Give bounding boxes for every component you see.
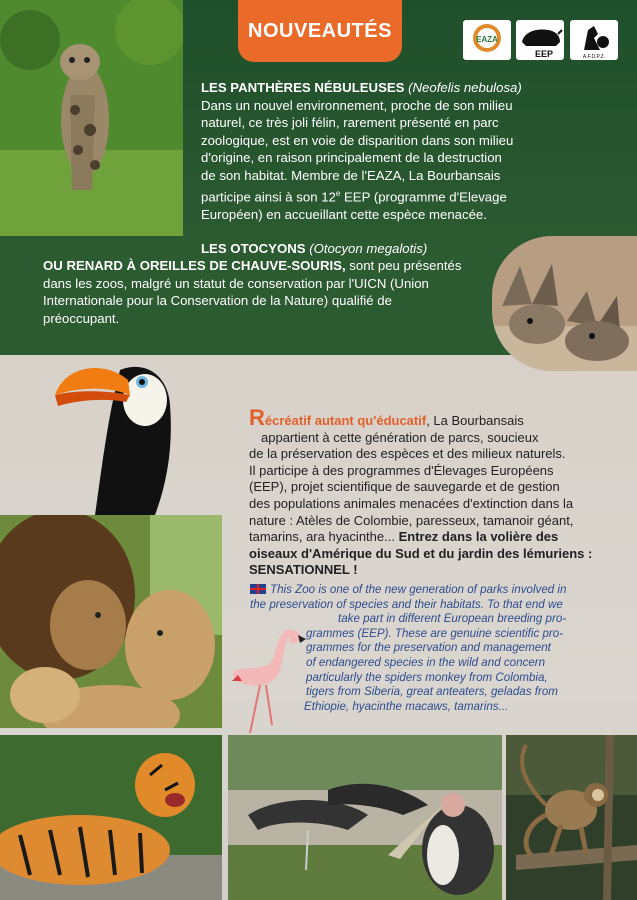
- english-line: take part in different European breeding pro-: [338, 612, 567, 626]
- recreatif-section: [249, 405, 634, 579]
- otocyons-line: Internationale pour la Conservation de la Nature) qualifié de: [43, 293, 392, 309]
- otocyons-title-2: OU RENARD À OREILLES DE CHAUVE-SOURIS,: [43, 258, 346, 273]
- english-line: the preservation of species and their habitats. To that end we: [250, 597, 563, 611]
- eaza-logo: [463, 20, 511, 60]
- english-line: tigers from Siberia, great anteaters, geladas from: [306, 685, 558, 699]
- otocyons-body: [43, 257, 493, 327]
- panthers-line: de son habitat. Membre de l'EAZA, La Bourbansais: [201, 167, 501, 183]
- clouded-leopard-photo: [0, 0, 183, 236]
- panthers-line: Européen) en accueillant cette espèce menacée.: [201, 206, 487, 222]
- spider-monkey-photo: [506, 735, 637, 900]
- drop-cap: R: [249, 405, 265, 430]
- otocyons-line: préoccupant.: [43, 310, 120, 326]
- eep-logo: [516, 20, 564, 60]
- recreatif-line: Il participe à des programmes d'Élevages Européens: [249, 462, 554, 478]
- tiger-photo: [0, 735, 222, 900]
- recreatif-lead: écréatif autant qu'éducatif: [264, 413, 427, 428]
- recreatif-bold: oiseaux d'Amérique du Sud et du jardin des lémuriens :: [249, 545, 593, 561]
- recreatif-line: (EEP), projet scientifique de sauvegarde et de gestion: [249, 479, 560, 495]
- recreatif-line: de la préservation des espèces et des milieux naturels.: [249, 446, 566, 462]
- superscript: e: [335, 188, 341, 198]
- otocyons-line: dans les zoos, malgré un statut de conservation par l'UICN (Union: [43, 275, 429, 291]
- svg-text:EEP: EEP: [534, 49, 554, 59]
- uk-flag-icon: [250, 584, 266, 594]
- otocyons-line: sont peu présentés: [345, 258, 462, 273]
- panthers-line: d'origine, en raison principalement de la destruction: [201, 150, 502, 166]
- recreatif-line: des populations animales menacées d'extinction dans la: [249, 495, 574, 511]
- english-line: grammes (EEP). These are genuine scientific pro-: [306, 626, 564, 640]
- english-line: of endangered species in the wild and concern: [306, 655, 546, 669]
- afdpz-logo: [570, 20, 618, 60]
- svg-text:EAZA: EAZA: [476, 35, 498, 44]
- nouveautes-badge: NOUVEAUTÉS: [238, 0, 402, 62]
- otocyons-section: [201, 240, 501, 258]
- lions-photo: [0, 515, 222, 728]
- panthers-title: LES PANTHÈRES NÉBULEUSES: [201, 80, 405, 95]
- otocyons-title: LES OTOCYONS: [201, 241, 306, 256]
- toucan-photo: [50, 350, 185, 515]
- panthers-line: Dans un nouvel environnement, proche de son milieu: [201, 97, 513, 113]
- panthers-line: zoologique, est en voie de disparition dans son milieu: [201, 132, 514, 148]
- marabou-storks-photo: [228, 735, 502, 900]
- recreatif-line: nature : Atèles de Colombie, paresseux, tamanoir géant,: [249, 512, 574, 528]
- recreatif-lead-rest: , La Bourbansais: [426, 413, 524, 428]
- panthers-line: participe ainsi à son 12: [201, 188, 336, 204]
- english-line: This Zoo is one of the new generation of parks involved in: [270, 583, 567, 596]
- recreatif-line: appartient à cette génération de parcs, soucieux: [261, 429, 539, 445]
- svg-text:A.F.D.P.Z.: A.F.D.P.Z.: [582, 54, 606, 60]
- panthers-line: naturel, ce très joli félin, rarement présenté en parc: [201, 115, 499, 131]
- recreatif-bold: Entrez dans la volière des: [398, 529, 559, 545]
- panthers-line: EEP (programme d'Elevage: [340, 188, 507, 204]
- recreatif-line: tamarins, ara hyacinthe...: [249, 529, 399, 545]
- recreatif-bold: SENSATIONNEL !: [249, 562, 358, 578]
- english-line: Ethiopie, hyacinthe macaws, tamarins...: [304, 699, 509, 713]
- english-line: grammes for the preservation and management: [306, 641, 551, 655]
- otocyon-photo: [492, 236, 637, 371]
- panthers-section: [201, 79, 621, 223]
- english-line: particularly the spiders monkey from Colombia,: [306, 670, 548, 684]
- english-section: [250, 583, 635, 714]
- panthers-latin-name: (Neofelis nebulosa): [408, 80, 522, 95]
- otocyons-latin-name: (Otocyon megalotis): [309, 241, 428, 256]
